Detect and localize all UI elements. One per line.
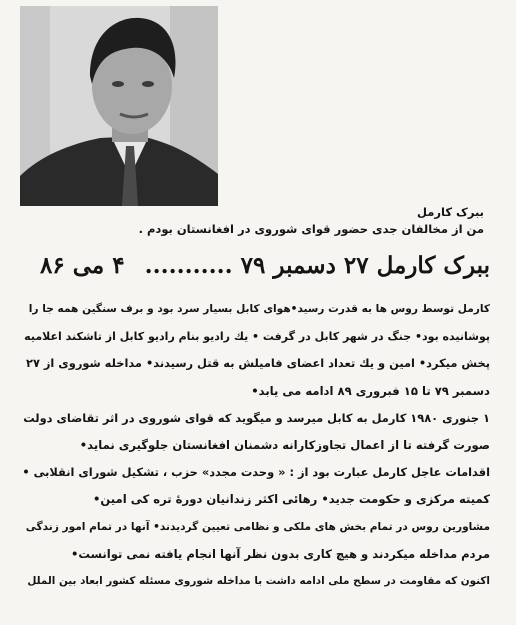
body-line: اکنون که مقاومت در سطح ملی ادامه داشت با مداخله شوروی مسئله کشور ابعاد بین الملل [27, 575, 490, 588]
body-line: پخش میکرد• امین و یك تعداد اعضای فامیلش به قتل رسیدند• مداخله شوروی از ۲۷ [26, 356, 490, 371]
article-headline [40, 252, 490, 286]
body-line: ۱ جنوری ۱۹۸۰ کارمل به کابل میرسد و میگوید که قوای شوروی در اثر تقاضای دولت [23, 410, 490, 425]
portrait-photo [20, 6, 218, 206]
body-line: مردم مداخله میکردند و هیچ کاری بدون نظر آنها انجام یافته نمی توانست• [70, 546, 490, 561]
body-line: پوشانیده بود• جنگ در شهر کابل در گرفت • یك رادیو بنام رادیو کابل از تاشکند اعلامیه [24, 330, 490, 344]
headline-title: ببرک کارمل ۲۷ دسمبر ۷۹ ........... [144, 252, 490, 279]
person-portrait-icon [20, 6, 218, 206]
body-line: مشاورین روس در تمام بخش های ملکی و نظامی تعیین گردیدند• آنها در تمام امور زندگی [25, 520, 490, 533]
caption-quote: من از مخالفان جدی حضور قوای شوروی در افغانستان بودم . [138, 222, 484, 236]
article-body [22, 296, 490, 595]
body-line: اقدامات عاجل کارمل عبارت بود از : « وحدت مجدد» حزب ، تشکیل شورای انقلابی • [22, 465, 490, 480]
body-line: کمیته مرکزی و حکومت جدید• رهائی اکثر زندانیان دورهٔ تره کی امین• [92, 492, 490, 507]
body-line: صورت گرفته تا از اعمال تجاوزکارانه دشمنان افغانستان جلوگیری نماید• [79, 438, 490, 453]
photo-caption [0, 204, 486, 238]
body-line: کارمل توسط روس ها به قدرت رسید•هوای کابل بسیار سرد بود و برف سنگین همه جا را [28, 303, 490, 315]
caption-name: ببرک کارمل [417, 205, 484, 219]
headline-date: ۴ می ۸۶ [40, 252, 125, 279]
body-line: دسمبر ۷۹ تا ۱۵ فبروری ۸۹ ادامه می یابد• [251, 383, 490, 398]
